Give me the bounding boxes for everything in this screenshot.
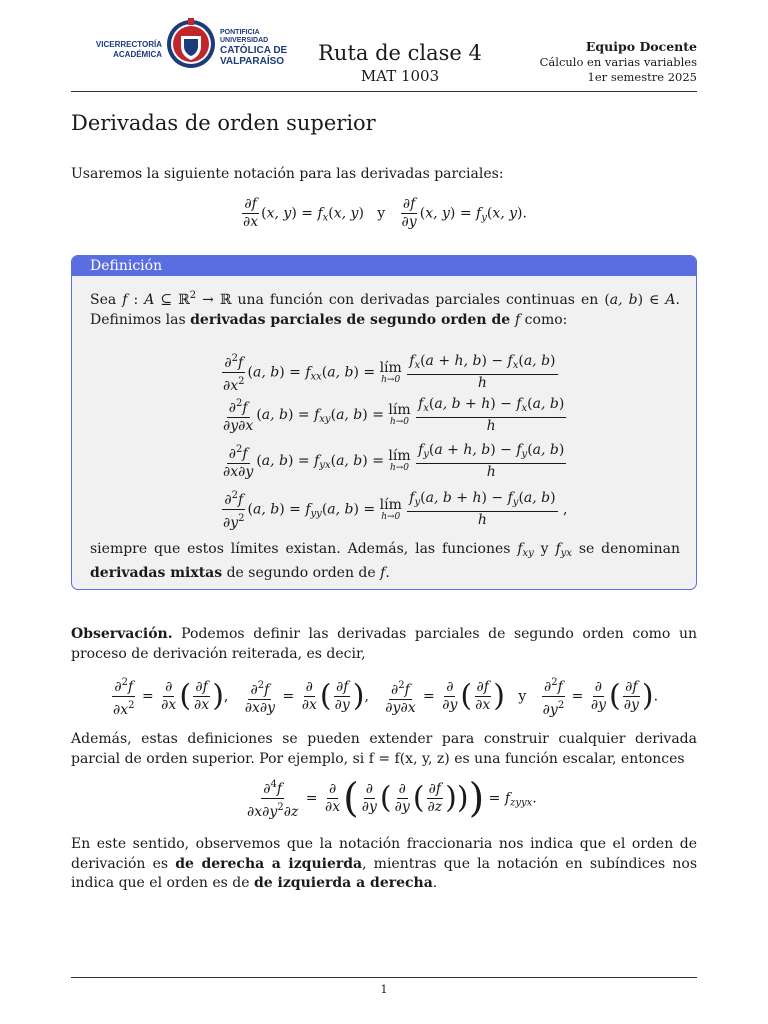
iterated-derivatives-equation: $\frac{\partial^2f}{\partial x^2}$ = $\frac{\partial}{\partial x}$ ( $\frac{\partial f}{\partial x}$ ), $\frac{\partial^2f}{\partial x\partial y}$ = $\frac{\partial}{\partial x}$ ( $\frac{\partial f}{\partial y}$ ), $\frac{\partial^2f}{\partial y\partial x}$ = $\frac{\partial}{\partial y}$ ( $\frac{\partial f}{\partial x}$ ) y $\frac{\partial^2f}{\partial y^2}$ = $\frac{\partial}{\partial y}$ ( $\frac{\partial f}{\partial y}$ ). [110, 674, 658, 719]
header-rule [71, 91, 697, 92]
page-number: 1 [380, 983, 388, 996]
university-seal-logo [166, 14, 216, 74]
equation-fxx: $\frac{\partial^2f}{\partial x^2}$ (a, $b) = f_{xx}(a$, b) = lím h→0 $\frac{f_x(a + h, b) - f_x(a, b)}{h}$ [220, 350, 559, 395]
university-name: PONTIFICIA UNIVERSIDAD CATÓLICA DE VALPARAÍSO [220, 29, 288, 67]
definition-text: Sea f : A ⊆ ℝ$^2$ → ℝ una función con derivadas parciales continuas en (a, b) ∈ A. Definimos las derivadas parciales de segundo orden de f como: [90, 290, 680, 328]
footer-rule [71, 977, 697, 978]
notation-equation: $\frac{\partial f}{\partial x}$ (x, $y) = f_x(x$, y) y $\frac{\partial f}{\partial y}$ (x, $y) = f_y(x$, y). [243, 196, 527, 230]
equation-fxy: $\frac{\partial^2f}{\partial y\partial x}$ (a, $b) = f_{xy}(a$, b) = lím h→0 $\frac{f_x(a, b + h) - f_x(a, b)}{h}$ [223, 395, 565, 434]
definition-header: Definición [72, 256, 696, 276]
observation-paragraph: Observación. Podemos definir las derivadas parciales de segundo orden como un proceso de derivación reiterada, es decir, [71, 626, 697, 662]
fourth-order-equation: $\frac{\partial^4f}{\partial x\partial y^2\partial z}$ = $\frac{\partial}{\partial x}$ ( $\frac{\partial}{\partial y}$ ( $\frac{\partial}{\partial y}$ ( $\frac{\partial f}{\partial z}$ ))) = $f_{zyyx}$. [247, 775, 537, 822]
header-right [520, 38, 697, 85]
subject-name: Cálculo en varias variables [539, 55, 697, 69]
equation-fyx: $\frac{\partial^2f}{\partial x\partial y}$ (a, $b) = f_{yx}(a$, b) = lím h→0 $\frac{f_y(a + h, b) - f_y(a, b)}{h}$ [223, 441, 565, 480]
page-title: Ruta de clase 4 [318, 41, 482, 65]
intro-paragraph: Usaremos la siguiente notación para las derivadas parciales: [71, 166, 504, 182]
conclusion-paragraph: En este sentido, observemos que la notación fraccionaria nos indica que el orden de derivación es de derecha a izquierda, mientras que la notación en subíndices nos indica que el orden es de de izquierda a derecha. [71, 836, 698, 891]
section-title: Derivadas de orden superior [71, 111, 376, 135]
header-center [300, 40, 500, 86]
team-name: Equipo Docente [585, 39, 697, 54]
vicerrectoria-label: VICERRECTORÍA ACADÉMICA [95, 40, 162, 59]
definition-box [71, 255, 697, 590]
extension-paragraph: Además, estas definiciones se pueden extender para construir cualquier derivada parcial de orden superior. Por ejemplo, si f = f(x, y, z) es una función escalar, entonces [71, 731, 697, 767]
semester: 1er semestre 2025 [587, 70, 697, 84]
equation-fyy: $\frac{\partial^2f}{\partial y^2}$ (a, $b) = f_{yy}(a$, b) = lím h→0 $\frac{f_y(a, b + h) - f_y(a, b)}{h}$ , [220, 487, 568, 532]
definition-closing-text: siempre que estos límites existan. Además, las funciones $f_{xy}$ y $f_{yx}$ se denominan derivadas mixtas de segundo orden de f. [90, 541, 680, 581]
course-code: MAT 1003 [360, 67, 440, 85]
